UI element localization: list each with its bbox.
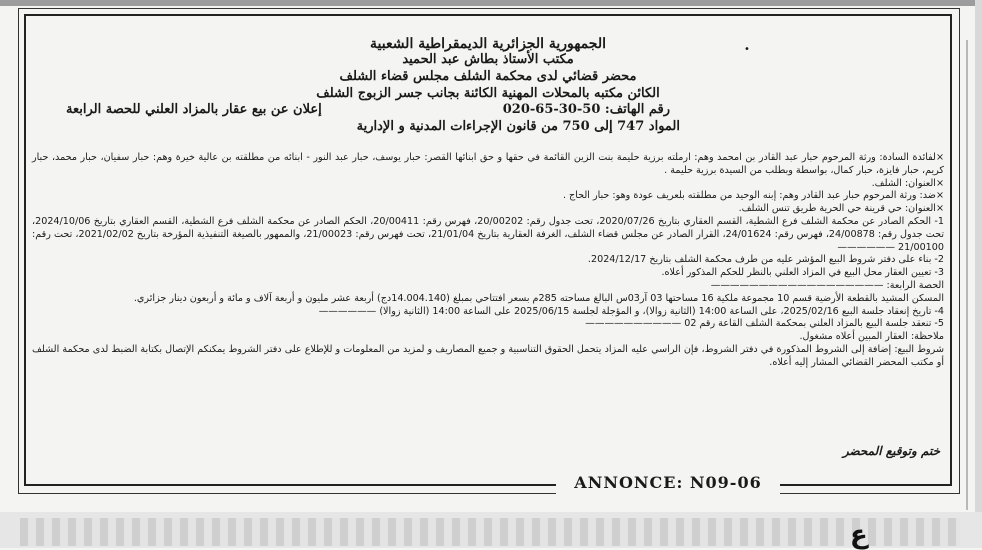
lot-heading: الحصة الرابعة: —————————————————— <box>710 279 944 291</box>
sale-location: 5- تنعقد جلسة البيع بالمزاد العلني بمحكمة الشلف القاعة رقم 02 —————————— <box>585 318 944 330</box>
property-description: المسكن المشيد بالقطعة الأرضية قسم 10 مجموعة ملكية 16 مساحتها 03 آر03س البالغ مساحته 285م بسعر افتتاحي بمبلغ (14.004.140دج) أربعة عشر مليون و أربعة آلاف و مائة و أربعون دينار جزائري. <box>133 292 944 304</box>
bottom-scan-strip <box>20 518 960 546</box>
notice-body <box>32 152 944 370</box>
conditions-booklet: 2- بناء على دفتر شروط البيع المؤشر عليه من طرف محكمة الشلف بتاريخ 2024/12/17. <box>587 254 944 266</box>
corner-mark: ع <box>850 520 868 550</box>
page-edge <box>975 0 982 548</box>
sale-date: 4- تاريخ إنعقاد جلسة البيع 2025/02/16، على الساعة 14:00 (الثانية زوالا)، و المؤجلة لجلسة 2025/06/15 على الساعة 14:00 (الثانية زوالا) —————— <box>318 305 944 317</box>
top-scan-strip <box>0 0 982 6</box>
sale-conditions: شروط البيع: إضافة إلى الشروط المذكورة في دفتر الشروط، فإن الراسي عليه المزاد يتحمل الحقوق التناسبية و جميع المصاريف و لمزيد من المعلومات و للإطلاع على دفتر الشروط يمكنكم الإتصال بكتابة الضبط لدى محكمة الشلف أو مكتب المحضر القضائي المشار إليه أعلاه. <box>32 343 944 368</box>
legal-articles: المواد 747 إلى 750 من قانون الإجراءات المدنية و الإدارية <box>356 119 680 134</box>
defendant-address: ×العنوان: حي قرينة حي الحرية طريق تنس الشلف. <box>738 203 944 215</box>
beneficiaries: ×لفائدة السادة: ورثة المرحوم حبار عبد القادر بن امحمد وهم: ارملته برزية حليمة بنت الزين القائمة في حقها و حق ابنائها القصر: حبار يوسف، حبار عبد النور - ابنائه من مطلقته بن عالية خيرة وهم: حبار سفيان، حبار محمد، حبار كريم، حبار فايزة، حبار كمال، بواسطة وبطلب من السيدة برزية حليمة . <box>32 152 944 176</box>
property-designation: 3- تعيين العقار محل البيع في المزاد العلني بالنظر للحكم المذكور أعلاه. <box>661 267 944 279</box>
bailiff-title: محضر قضائي لدى محكمة الشلف مجلس قضاء الشلف <box>339 69 637 84</box>
annonce-number: ANNONCE: N09-06 <box>556 470 780 496</box>
republic-title: الجمهورية الجزائرية الديمقراطية الشعبية <box>369 36 606 52</box>
beneficiaries-address: ×العنوان: الشلف. <box>871 177 944 189</box>
notice-frame <box>24 14 952 486</box>
office-name: مكتب الأستاذ بطاش عبد الحميد <box>402 52 574 67</box>
announcement-title: إعلان عن بيع عقار بالمزاد العلني للحصة الرابعة <box>66 102 322 117</box>
judgment-reference: 1- الحكم الصادر عن محكمة الشلف فرع الشطية، القسم العقاري بتاريخ 2020/07/26، تحت جدول رقم: 20/00202، فهرس رقم: 20/00411، الحكم الصادر عن محكمة الشلف فرع الشطية، القسم العقاري بتاريخ 2024/10/06، تحت جدول رقم: 24/00878، فهرس رقم: 24/01624، القرار الصادر عن مجلس قضاء الشلف، الغرفة العقارية بتاريخ 21/01/04، تحت فهرس رقم: 21/00023، والممهور بالصيغة التنفيذية المؤرخة بتاريخ 2021/02/02، تحت رقم: 21/00100 —————— <box>32 215 944 253</box>
ink-dot: • <box>744 44 750 55</box>
phone-number: رقم الهاتف: 50-30-65-020 <box>502 102 670 117</box>
defendant: ×ضد: ورثة المرحوم حبار عبد القادر وهم: إبنه الوحيد من مطلقته بلعريف عودة وهو: حبار الحاج . <box>562 190 944 202</box>
occupancy-note: ملاحظة: العقار المبين أعلاه مشغول. <box>799 331 944 343</box>
office-address: الكائن مكتبه بالمحلات المهنية الكائنة بجانب جسر الزبوج الشلف <box>316 86 660 101</box>
bailiff-signature: ختم وتوقيع المحضر <box>842 444 940 458</box>
column-rule <box>966 40 968 510</box>
